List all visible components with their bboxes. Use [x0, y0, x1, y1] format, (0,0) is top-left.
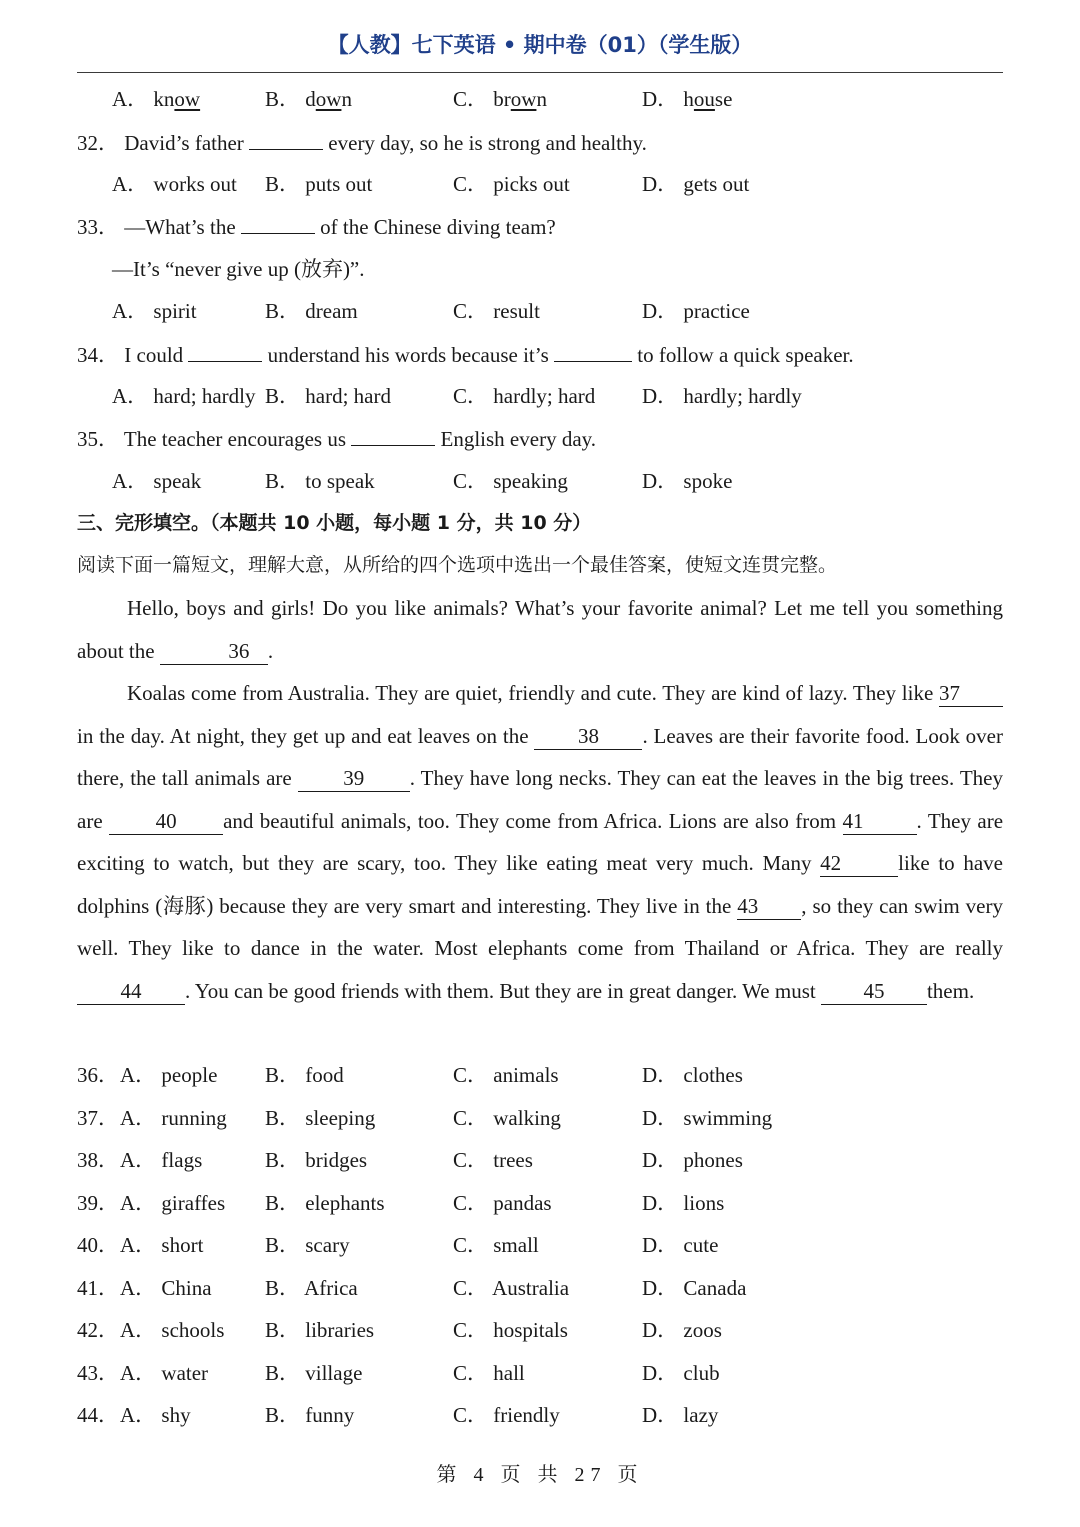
option-a: A． running [120, 1105, 227, 1130]
option-b: B． sleeping [265, 1105, 376, 1130]
option-b: B． bridges [265, 1148, 368, 1172]
answer-row [77, 1273, 1003, 1303]
q31-option-a: A． know [112, 87, 201, 111]
question-number: 39． [77, 1190, 119, 1215]
question-number: 43． [77, 1360, 119, 1385]
answer-blank [554, 339, 632, 362]
option-a: A． shy [120, 1403, 191, 1427]
answer-row [77, 1358, 1003, 1388]
q33-option-b: B． dream [265, 299, 358, 323]
question-number: 38． [77, 1148, 119, 1172]
section-instruction: 阅读下面一篇短文，理解大意，从所给的四个选项中选出一个最佳答案，使短文连贯完整。 [77, 554, 838, 576]
answer-blank [249, 127, 323, 150]
blank-38: 38 [534, 723, 642, 750]
q33-option-d: D． practice [642, 299, 750, 323]
blank-39: 39 [298, 765, 410, 792]
q34-option-a: A． hard; hardly [112, 384, 256, 408]
answer-row [77, 1230, 1003, 1260]
answer-blank [188, 339, 262, 362]
option-d: D． Canada [642, 1275, 747, 1300]
q32-option-a: A． works out [112, 172, 237, 196]
option-d: D． clothes [642, 1063, 743, 1087]
option-a: A． China [120, 1275, 212, 1300]
blank-44: 44 [77, 978, 185, 1005]
q33-options [77, 296, 1003, 326]
blank-43: 43 [737, 893, 801, 920]
blank-36: 36 [160, 638, 268, 665]
option-d: D． club [642, 1360, 720, 1385]
q31-option-d: D． house [642, 87, 733, 111]
option-a: A． people [120, 1063, 218, 1087]
question-34: 34． I could understand his words because it’s to follow a quick speaker. [77, 339, 1003, 369]
option-c: C． trees [453, 1148, 533, 1172]
q32-option-c: C． picks out [453, 172, 570, 196]
option-c: C． walking [453, 1105, 561, 1130]
question-33: 33． —What’s the of the Chinese diving team? [77, 211, 1003, 241]
option-b: B． libraries [265, 1318, 375, 1342]
question-number: 37． [77, 1105, 119, 1130]
answer-row [77, 1315, 1003, 1345]
question-32: 32． David’s father every day, so he is strong and healthy. [77, 127, 1003, 157]
q32-option-d: D． gets out [642, 172, 750, 196]
option-a: A． water [120, 1360, 209, 1385]
q35-option-d: D． spoke [642, 469, 733, 493]
question-number: 44． [77, 1403, 119, 1427]
blank-41: 41 [843, 808, 917, 835]
option-c: C． hall [453, 1360, 525, 1385]
option-d: D． lazy [642, 1403, 719, 1427]
q33-option-a: A． spirit [112, 299, 197, 323]
question-number: 36． [77, 1063, 119, 1087]
q34-option-b: B． hard; hard [265, 384, 391, 408]
q34-option-d: D． hardly; hardly [642, 384, 802, 408]
option-b: B． food [265, 1063, 344, 1087]
passage-paragraph-2: Koalas come from Australia. They are quiet, friendly and cute. They are kind of lazy. They like 37in the day. At night, they get up and eat leaves on the 38 . Leaves are their favorite food. Look over there, the tall animals are 39 . They have long necks. They can eat the leaves in the big trees. They are 40 and beautiful animals, too. They come from Africa. Lions are also from 41 . They are exciting to watch, but they are scary, too. They like eating meat very much. Many 42 like to have dolphins (海豚) because they are very smart and interesting. They live in the 43 , so they can swim very well. They like to dance in the water. Most elephants come from Thailand or Africa. They are really 44 . You can be good friends with them. But they are in great danger. We must 45 them. [77, 681, 1004, 1003]
answer-row [77, 1188, 1003, 1218]
question-number: 42． [77, 1318, 119, 1342]
q32-options [77, 169, 1003, 199]
blank-42: 42 [820, 850, 898, 877]
question-number: 40． [77, 1233, 119, 1257]
q35-option-b: B． to speak [265, 469, 375, 493]
passage-paragraph-1: Hello, boys and girls! Do you like animals? What’s your favorite animal? Let me tell you something about the 36 . [77, 596, 1003, 663]
q31-options [77, 84, 1003, 114]
option-c: C． Australia [453, 1275, 570, 1300]
blank-45: 45 [821, 978, 927, 1005]
q33-answer-line: —It’s “never give up (放弃)”. [112, 257, 365, 281]
page-footer: 第 4 页 共 27 页 [436, 1464, 644, 1486]
option-c: C． small [453, 1233, 539, 1257]
q32-option-b: B． puts out [265, 172, 373, 196]
option-d: D． swimming [642, 1105, 773, 1130]
option-a: A． short [120, 1233, 204, 1257]
page-header: 【人教】七下英语 • 期中卷（01）（学生版） [77, 26, 1003, 73]
answer-row [77, 1400, 1003, 1430]
option-a: A． schools [120, 1318, 225, 1342]
q33-option-c: C． result [453, 299, 540, 323]
option-a: A． flags [120, 1148, 203, 1172]
option-b: B． funny [265, 1403, 355, 1427]
option-d: D． zoos [642, 1318, 722, 1342]
q35-options [77, 466, 1003, 496]
answer-blank [241, 211, 315, 234]
answer-blank [351, 423, 435, 446]
blank-37: 37 [939, 680, 1003, 707]
answer-row [77, 1103, 1003, 1133]
q31-option-b: B． down [265, 87, 352, 111]
answer-row [77, 1145, 1003, 1175]
question-35: 35． The teacher encourages us English every day. [77, 423, 1003, 453]
q34-options [77, 381, 1003, 411]
section-title: 三、完形填空。（本题共 10 小题，每小题 1 分，共 10 分） [77, 512, 592, 534]
option-d: D． cute [642, 1233, 719, 1257]
q35-option-c: C． speaking [453, 469, 568, 493]
question-number: 41． [77, 1275, 119, 1300]
q34-option-c: C． hardly; hard [453, 384, 596, 408]
answer-row [77, 1060, 1003, 1090]
q35-option-a: A． speak [112, 469, 202, 493]
option-c: C． hospitals [453, 1318, 568, 1342]
option-c: C． pandas [453, 1190, 552, 1215]
option-b: B． village [265, 1360, 363, 1385]
option-c: C． friendly [453, 1403, 560, 1427]
option-d: D． phones [642, 1148, 743, 1172]
option-b: B． elephants [265, 1190, 385, 1215]
q31-option-c: C． brown [453, 87, 547, 111]
option-d: D． lions [642, 1190, 725, 1215]
blank-40: 40 [109, 808, 223, 835]
option-a: A． giraffes [120, 1190, 226, 1215]
option-b: B． scary [265, 1233, 350, 1257]
option-c: C． animals [453, 1063, 559, 1087]
option-b: B． Africa [265, 1275, 358, 1300]
